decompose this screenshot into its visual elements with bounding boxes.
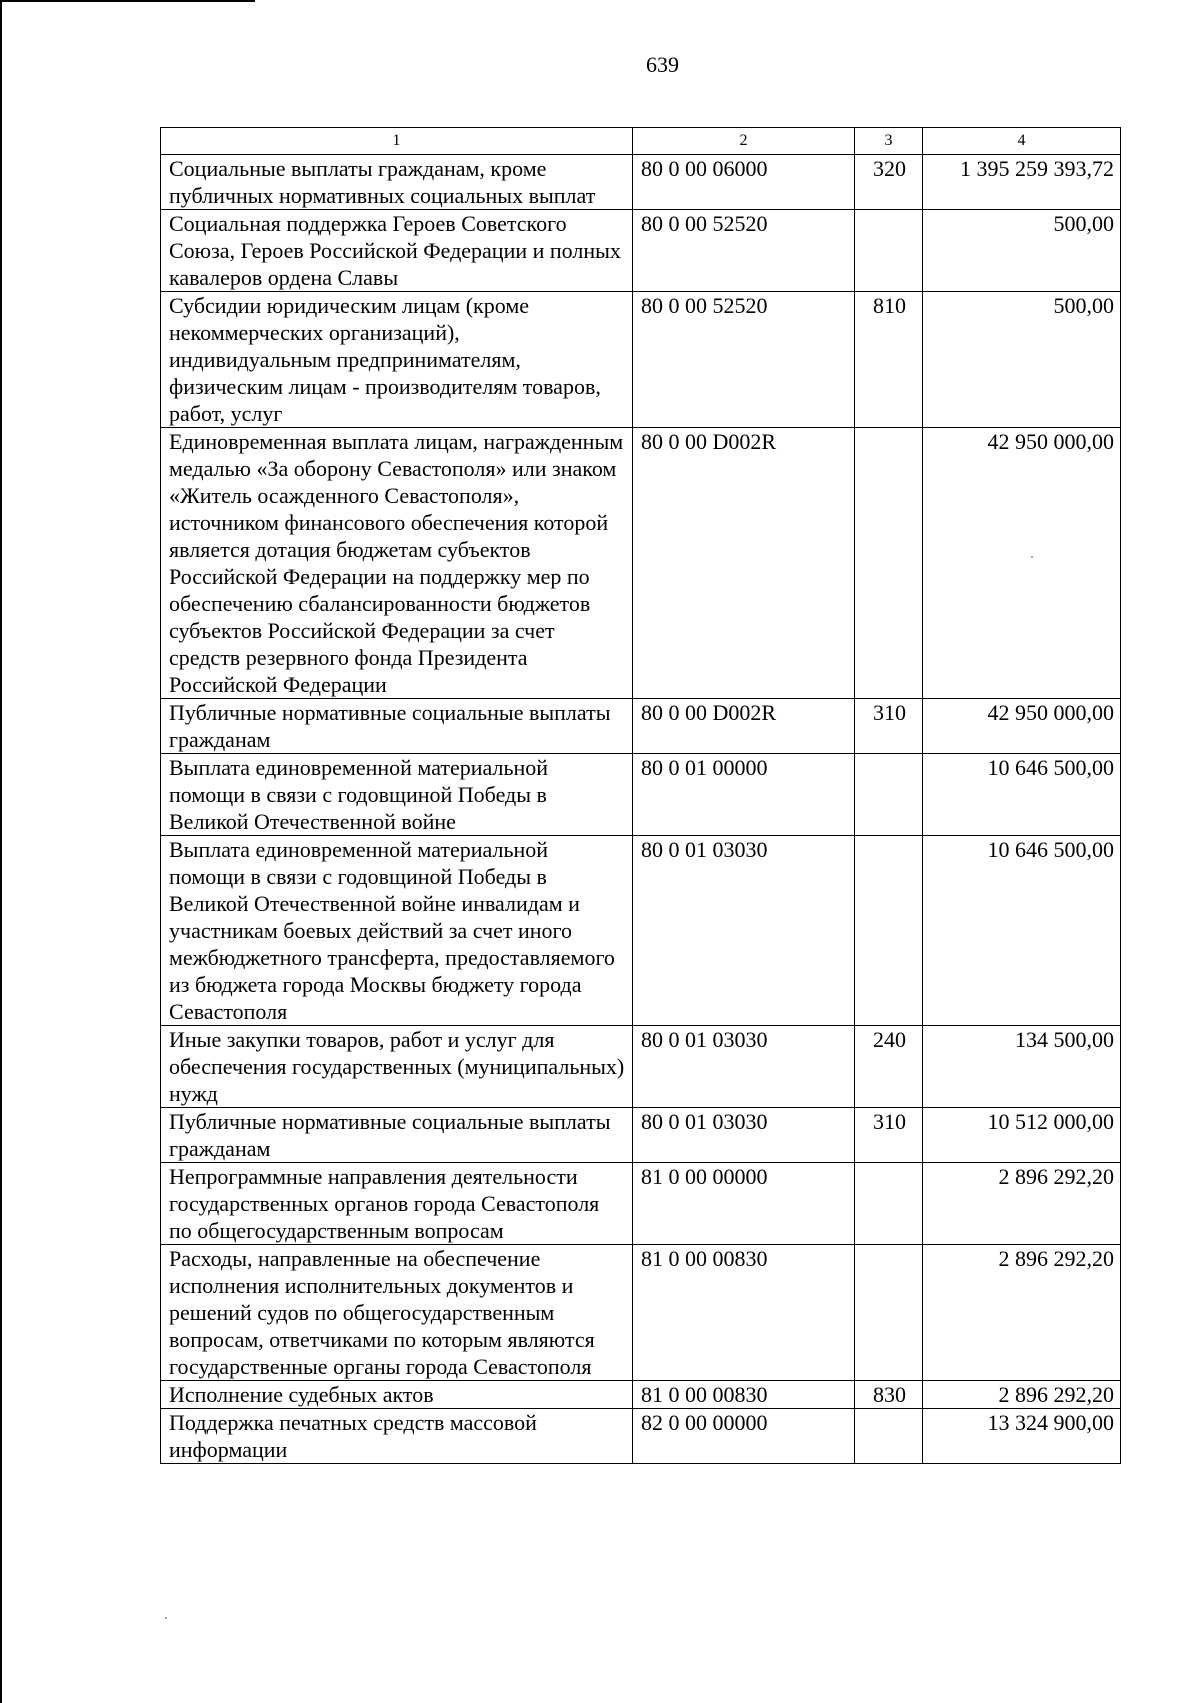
row-name: Социальные выплаты гражданам, кроме публичных нормативных социальных выплат: [161, 155, 633, 210]
row-amount: 1 395 259 393,72: [923, 155, 1121, 210]
table-row: [161, 1163, 1121, 1245]
row-code: 80 0 01 03030: [633, 836, 855, 1026]
table-row: [161, 699, 1121, 754]
row-amount: 42 950 000,00: [923, 699, 1121, 754]
table-row: [161, 1381, 1121, 1409]
row-name: Исполнение судебных актов: [161, 1381, 633, 1409]
row-name: Выплата единовременной материальной помощи в связи с годовщиной Победы в Великой Отечественной войне инвалидам и участникам боевых действий за счет иного межбюджетного трансферта, предоставляемого из бюджета города Москвы бюджету города Севастополя: [161, 836, 633, 1026]
table-row: [161, 292, 1121, 428]
row-name: Иные закупки товаров, работ и услуг для обеспечения государственных (муниципальных) нужд: [161, 1026, 633, 1108]
scan-border-top: [0, 0, 255, 2]
row-expense-type: 320: [855, 155, 923, 210]
row-name: Выплата единовременной материальной помощи в связи с годовщиной Победы в Великой Отечественной войне: [161, 754, 633, 836]
table-row: [161, 1245, 1121, 1381]
row-amount: 42 950 000,00: [923, 428, 1121, 699]
row-amount: 2 896 292,20: [923, 1245, 1121, 1381]
table-row: [161, 754, 1121, 836]
row-code: 80 0 00 52520: [633, 292, 855, 428]
row-code: 80 0 00 D002R: [633, 428, 855, 699]
row-name: Расходы, направленные на обеспечение исполнения исполнительных документов и решений судов по общегосударственным вопросам, ответчиками по которым являются государственные органы города Севастополя: [161, 1245, 633, 1381]
row-code: 81 0 00 00830: [633, 1381, 855, 1409]
scan-speck: [165, 1617, 167, 1619]
row-code: 80 0 00 06000: [633, 155, 855, 210]
row-amount: 500,00: [923, 210, 1121, 292]
table-row: [161, 428, 1121, 699]
row-amount: 10 646 500,00: [923, 836, 1121, 1026]
column-header: 1: [161, 128, 633, 155]
row-code: 80 0 01 00000: [633, 754, 855, 836]
row-name: Социальная поддержка Героев Советского Союза, Героев Российской Федерации и полных кавалеров ордена Славы: [161, 210, 633, 292]
row-name: Публичные нормативные социальные выплаты гражданам: [161, 699, 633, 754]
row-amount: 13 324 900,00: [923, 1409, 1121, 1464]
row-code: 80 0 01 03030: [633, 1026, 855, 1108]
table-row: [161, 210, 1121, 292]
row-expense-type: [855, 754, 923, 836]
page-number: 639: [646, 52, 679, 77]
row-code: 80 0 01 03030: [633, 1108, 855, 1163]
row-amount: 2 896 292,20: [923, 1381, 1121, 1409]
row-amount: 500,00: [923, 292, 1121, 428]
table-row: [161, 1409, 1121, 1464]
row-name: Единовременная выплата лицам, награжденным медалью «За оборону Севастополя» или знаком «Житель осажденного Севастополя», источником финансового обеспечения которой является дотация бюджетам субъектов Российской Федерации на поддержку мер по обеспечению сбалансированности бюджетов субъектов Российской Федерации за счет средств резервного фонда Президента Российской Федерации: [161, 428, 633, 699]
table-header-row: [161, 128, 1121, 155]
scan-border-left: [0, 0, 2, 1703]
row-name: Публичные нормативные социальные выплаты гражданам: [161, 1108, 633, 1163]
row-expense-type: 310: [855, 699, 923, 754]
row-code: 80 0 00 D002R: [633, 699, 855, 754]
row-expense-type: [855, 1409, 923, 1464]
row-code: 81 0 00 00830: [633, 1245, 855, 1381]
row-amount: 10 512 000,00: [923, 1108, 1121, 1163]
table-row: [161, 155, 1121, 210]
row-expense-type: [855, 1245, 923, 1381]
row-expense-type: [855, 1163, 923, 1245]
row-code: 82 0 00 00000: [633, 1409, 855, 1464]
row-expense-type: 830: [855, 1381, 923, 1409]
row-expense-type: [855, 428, 923, 699]
row-name: Непрограммные направления деятельности государственных органов города Севастополя по общегосударственным вопросам: [161, 1163, 633, 1245]
column-header: 4: [923, 128, 1121, 155]
row-expense-type: 810: [855, 292, 923, 428]
row-name: Поддержка печатных средств массовой информации: [161, 1409, 633, 1464]
row-code: 80 0 00 52520: [633, 210, 855, 292]
row-expense-type: 240: [855, 1026, 923, 1108]
budget-table: [160, 127, 1121, 1464]
table-row: [161, 1108, 1121, 1163]
row-expense-type: 310: [855, 1108, 923, 1163]
row-expense-type: [855, 836, 923, 1026]
row-amount: 10 646 500,00: [923, 754, 1121, 836]
column-header: 2: [633, 128, 855, 155]
table-row: [161, 1026, 1121, 1108]
row-expense-type: [855, 210, 923, 292]
table-row: [161, 836, 1121, 1026]
row-amount: 134 500,00: [923, 1026, 1121, 1108]
row-code: 81 0 00 00000: [633, 1163, 855, 1245]
row-amount: 2 896 292,20: [923, 1163, 1121, 1245]
column-header: 3: [855, 128, 923, 155]
row-name: Субсидии юридическим лицам (кроме некоммерческих организаций), индивидуальным предпринимателям, физическим лицам - производителям товаров, работ, услуг: [161, 292, 633, 428]
